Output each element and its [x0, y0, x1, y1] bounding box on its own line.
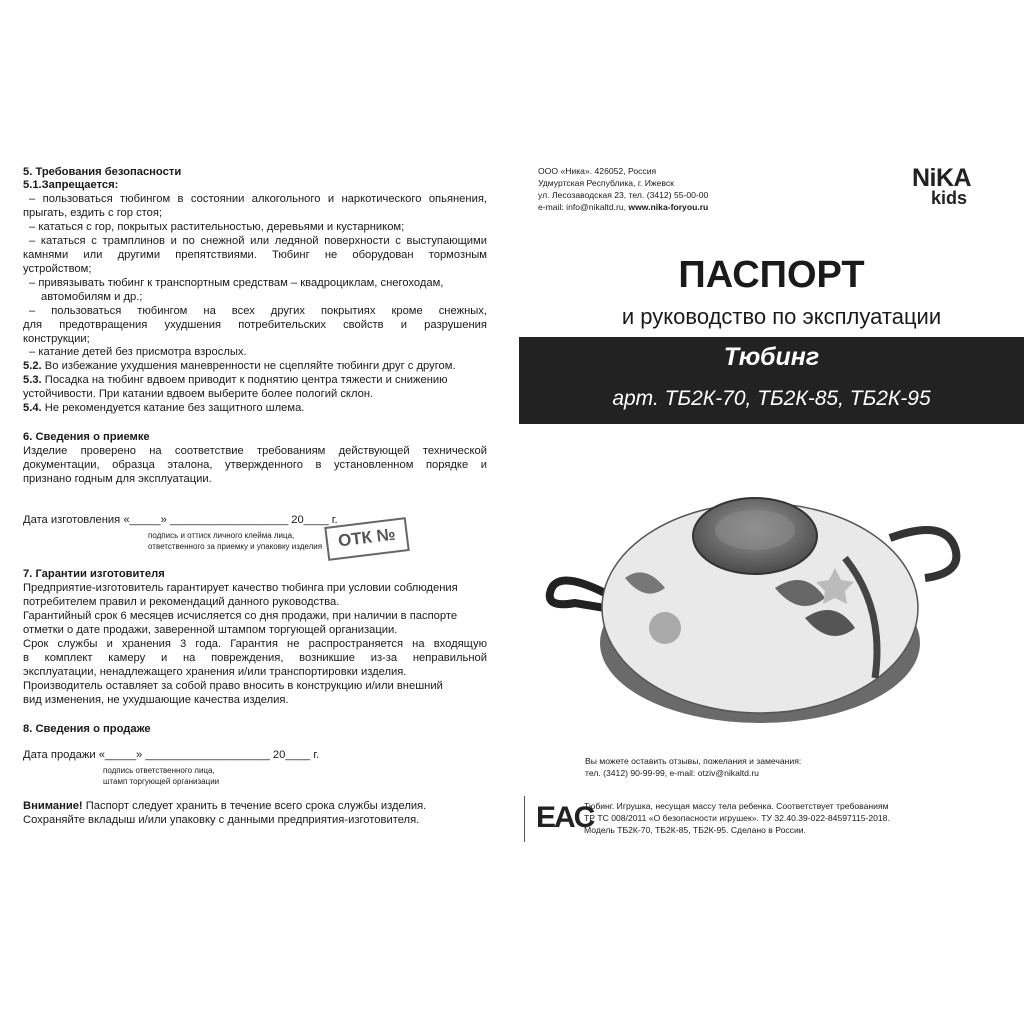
s6-line-2: документации, образца эталона, утвержденного в установленном порядке и: [23, 459, 487, 471]
warning-text: Паспорт следует хранить в течение всего срока службы изделия.: [82, 800, 427, 812]
section-7-title: 7. Гарантии изготовителя: [23, 568, 165, 580]
company-line-4: [538, 202, 708, 213]
cert-line-2: ТР ТС 008/2011 «О безопасности игрушек». ТУ 32.40.39-022-84597115-2018.: [584, 813, 890, 823]
section-8-title: 8. Сведения о продаже: [23, 723, 151, 735]
company-line-1: ООО «Ника». 426052, Россия: [538, 166, 657, 176]
s5-2: [23, 360, 456, 373]
print-circle: [649, 612, 681, 644]
left-handle: [550, 581, 605, 609]
cert-line-3: Модель ТБ2К-70, ТБ2К-85, ТБ2К-95. Сделано в России.: [584, 825, 806, 835]
s5-3-num: 5.3.: [23, 374, 42, 386]
logo-kids-text: kids: [931, 188, 968, 208]
product-name: Тюбинг: [723, 343, 820, 371]
s5-line-7: – привязывать тюбинг к транспортным средствам – квадроциклам, снегоходам,: [29, 277, 444, 289]
company-line-2: Удмуртская Республика, г. Ижевск: [538, 178, 674, 188]
manufacture-note-2: ответственного за приемку и упаковку изделия: [148, 542, 323, 551]
eac-mark: EAC: [536, 801, 594, 834]
product-article: арт. ТБ2К-70, ТБ2К-85, ТБ2К-95: [612, 387, 931, 410]
s7-line-5: Срок службы и хранения 3 года. Гарантия не распространяется на входящую: [23, 638, 487, 650]
s5-line-2: прыгать, ездить с гор стоя;: [23, 207, 163, 219]
s5-4-text: Не рекомендуется катание без защитного шлема.: [41, 402, 305, 414]
s6-line-3: признано годным для эксплуатации.: [23, 473, 212, 485]
warning-label: Внимание!: [23, 800, 83, 812]
passport-subtitle: и руководство по эксплуатации: [621, 304, 942, 329]
feedback-line-1: Вы можете оставить отзывы, пожелания и замечания:: [585, 756, 802, 766]
s5-3: [23, 374, 448, 387]
s7-line-8: Производитель оставляет за собой право вносить в конструкцию и/или внешний: [23, 680, 443, 692]
warning-line-2: Сохраняйте вкладыш и/или упаковку с данными предприятия-изготовителя.: [23, 814, 420, 826]
s7-line-4: отметки о дате продажи, заверенной штампом торгующей организации.: [23, 624, 398, 636]
sale-date-line: Дата продажи «_____» ____________________ 20____ г.: [23, 749, 320, 761]
s5-line-1: – пользоваться тюбингом в состоянии алкогольного и наркотического опьянения,: [29, 193, 487, 205]
s7-line-6: в комплект камеру и на повреждения, возникшие из-за неправильной: [23, 652, 487, 664]
s5-line-3: – кататься с гор, покрытых растительностью, деревьями и кустарником;: [29, 221, 405, 233]
s7-line-7: эксплуатации, ненадлежащего хранения и/или транспортировки изделия.: [23, 666, 407, 678]
logo-nika-text: NiKA: [912, 164, 972, 192]
s7-line-9: вид изменения, не ухудшающие качества изделия.: [23, 694, 289, 706]
cert-line-1: Тюбинг. Игрушка, несущая массу тела ребенка. Соответствует требованиям: [584, 801, 889, 811]
product-banner: [519, 337, 1024, 424]
s6-line-1: Изделие проверено на соответствие требованиям действующей технической: [23, 445, 487, 457]
s5-4-num: 5.4.: [23, 402, 42, 414]
s5-line-12: – катание детей без присмотра взрослых.: [29, 346, 247, 358]
sale-note-2: штамп торгующей организации: [103, 777, 220, 786]
feedback-line-2: тел. (3412) 90-99-99, e-mail: otziv@nikaltd.ru: [585, 768, 759, 778]
section-6-title: 6. Сведения о приемке: [23, 431, 150, 443]
s5-3b: устойчивости. При катании вдвоем выберите более пологий склон.: [23, 388, 374, 400]
s7-line-3: Гарантийный срок 6 месяцев исчисляется со дня продажи, при наличии в паспорте: [23, 610, 458, 622]
passport-title: ПАСПОРТ: [678, 254, 865, 296]
manufacture-note-1: подпись и оттиск личного клейма лица,: [148, 531, 295, 540]
s5-2-num: 5.2.: [23, 360, 42, 372]
cert-divider: [524, 796, 525, 842]
s7-line-1: Предприятие-изготовитель гарантирует качество тюбинга при условии соблюдения: [23, 582, 458, 594]
section-5-1-title: 5.1.Запрещается:: [23, 179, 119, 191]
company-line-3: ул. Лесозаводская 23, тел. (3412) 55-00-00: [538, 190, 709, 200]
s5-line-6: устройством;: [23, 263, 92, 275]
sale-note-1: подпись ответственного лица,: [103, 766, 215, 775]
warning-line-1: [23, 800, 426, 813]
s5-3-text: Посадка на тюбинг вдвоем приводит к поднятию центра тяжести и снижению: [41, 374, 448, 386]
s5-2-text: Во избежание ухудшения маневренности не сцепляйте тюбинги друг с другом.: [41, 360, 456, 372]
manufacture-date-line: Дата изготовления «_____» ___________________ 20____ г.: [23, 514, 338, 526]
s5-line-10: для предотвращения ухудшения потребительских свойств и разрушения: [23, 319, 487, 331]
s5-line-11: конструкции;: [23, 333, 90, 345]
company-email: e-mail: info@nikaltd.ru,: [538, 202, 629, 212]
s7-line-2: потребителем правил и рекомендаций данного руководства.: [23, 596, 340, 608]
nika-kids-logo: [912, 166, 971, 206]
section-5-title: 5. Требования безопасности: [23, 166, 182, 178]
tubing-image: [545, 468, 965, 738]
otk-stamp: ОТК №: [324, 517, 410, 561]
tube-center-highlight: [715, 510, 795, 550]
s5-line-8: автомобилям и др.;: [41, 291, 143, 303]
company-website[interactable]: www.nika-foryou.ru: [628, 202, 709, 212]
s5-4: [23, 402, 304, 415]
s5-line-4: – кататься с трамплинов и по снежной или ледяной поверхности с выступающими: [29, 235, 487, 247]
s5-line-5: камнями или другими препятствиями. Тюбинг не оборудован тормозным: [23, 249, 487, 261]
s5-line-9: – пользоваться тюбингом на всех других покрытиях кроме снежных,: [29, 305, 487, 317]
